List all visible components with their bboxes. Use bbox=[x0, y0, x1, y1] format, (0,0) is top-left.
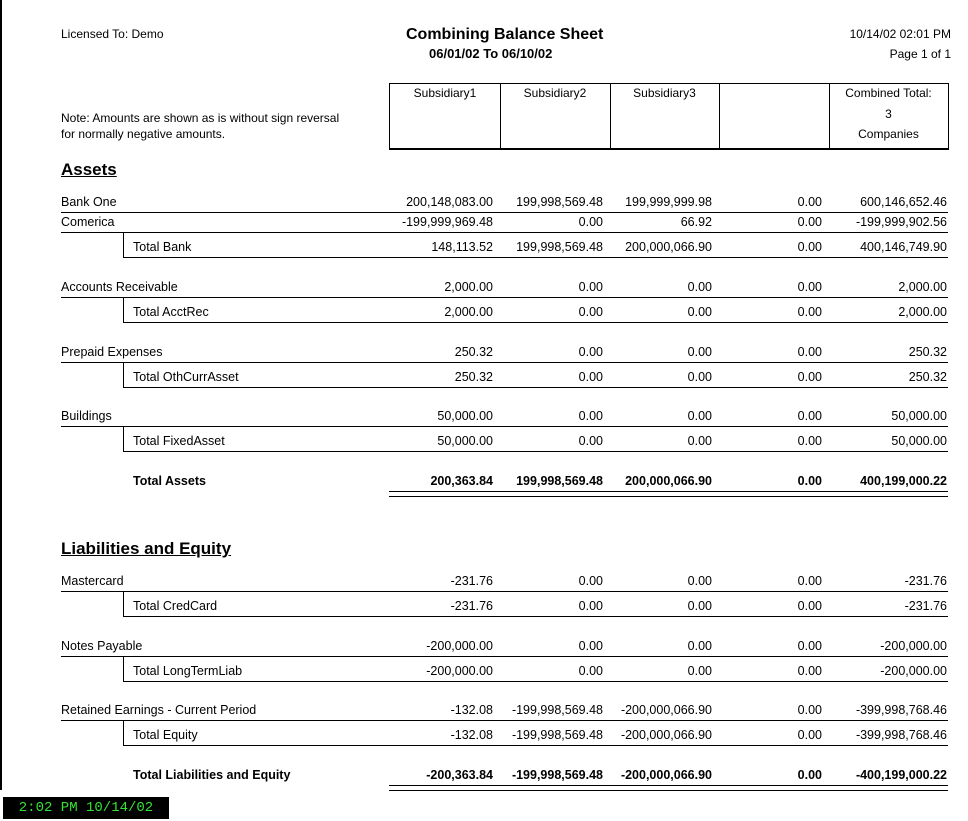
cell-subsidiary3: 66.92 bbox=[680, 215, 712, 229]
cell-subsidiary3: 0.00 bbox=[687, 664, 712, 678]
cell-combined: -231.76 bbox=[904, 599, 947, 613]
cell-combined: -399,998,768.46 bbox=[855, 703, 947, 717]
subtotal-row bbox=[0, 599, 968, 615]
cell-combined: 400,146,749.90 bbox=[860, 240, 947, 254]
cell-subsidiary1: 148,113.52 bbox=[431, 240, 493, 254]
cell-subsidiary2: 0.00 bbox=[578, 345, 603, 359]
cell-subsidiary1: 50,000.00 bbox=[437, 409, 493, 423]
subtotal-row bbox=[0, 728, 968, 744]
row-label: Prepaid Expenses bbox=[61, 345, 163, 359]
date-range: 06/01/02 To 06/10/02 bbox=[429, 46, 553, 61]
cell-subsidiary3: 200,000,066.90 bbox=[625, 240, 712, 254]
cell-subsidiary2: -199,998,569.48 bbox=[511, 703, 603, 717]
cell-blank: 0.00 bbox=[797, 474, 822, 488]
cell-combined: 2,000.00 bbox=[898, 305, 947, 319]
assets-heading: Assets bbox=[61, 160, 117, 179]
cell-subsidiary1: 2,000.00 bbox=[444, 280, 493, 294]
cell-subsidiary2: 0.00 bbox=[578, 370, 603, 384]
row-label: Retained Earnings - Current Period bbox=[61, 703, 257, 717]
cell-subsidiary3: -200,000,066.90 bbox=[620, 728, 712, 742]
column-header-subsidiary2: Subsidiary2 bbox=[500, 84, 611, 148]
cell-subsidiary2: 199,998,569.48 bbox=[516, 240, 603, 254]
cell-subsidiary3: 0.00 bbox=[687, 305, 712, 319]
report-title: Combining Balance Sheet bbox=[406, 26, 604, 43]
cell-blank: 0.00 bbox=[797, 434, 822, 448]
table-row bbox=[0, 409, 968, 425]
cell-subsidiary3: -200,000,066.90 bbox=[620, 703, 712, 717]
cell-subsidiary2: 0.00 bbox=[578, 434, 603, 448]
row-divider bbox=[61, 591, 948, 592]
row-label: Total LongTermLiab bbox=[133, 664, 243, 678]
cell-subsidiary2: 199,998,569.48 bbox=[516, 474, 603, 488]
double-underline bbox=[389, 785, 948, 791]
cell-subsidiary3: 0.00 bbox=[687, 434, 712, 448]
subtotal-row bbox=[0, 370, 968, 386]
cell-blank: 0.00 bbox=[797, 703, 822, 717]
cell-subsidiary3: 0.00 bbox=[687, 639, 712, 653]
cell-subsidiary1: -200,363.84 bbox=[426, 768, 493, 782]
cell-subsidiary2: 0.00 bbox=[578, 215, 603, 229]
row-label: Total Assets bbox=[133, 474, 206, 488]
cell-combined: 50,000.00 bbox=[891, 409, 947, 423]
cell-subsidiary3: 0.00 bbox=[687, 599, 712, 613]
row-divider bbox=[61, 426, 948, 427]
row-label: Total CredCard bbox=[133, 599, 218, 613]
system-clock: 2:02 PM 10/14/02 bbox=[3, 797, 169, 819]
cell-blank: 0.00 bbox=[797, 240, 822, 254]
subtotal-row bbox=[0, 434, 968, 450]
cell-subsidiary2: 0.00 bbox=[578, 599, 603, 613]
cell-blank: 0.00 bbox=[797, 728, 822, 742]
subtotal-row bbox=[0, 664, 968, 680]
row-label: Total AcctRec bbox=[133, 305, 209, 319]
table-row bbox=[0, 215, 968, 231]
row-label: Total Liabilities and Equity bbox=[133, 768, 291, 782]
cell-combined: -200,000.00 bbox=[880, 664, 947, 678]
cell-subsidiary1: -200,000.00 bbox=[426, 639, 493, 653]
cell-subsidiary3: 0.00 bbox=[687, 409, 712, 423]
cell-subsidiary2: 0.00 bbox=[578, 574, 603, 588]
row-divider bbox=[123, 681, 948, 682]
cell-subsidiary3: 0.00 bbox=[687, 370, 712, 384]
subtotal-row bbox=[0, 240, 968, 256]
row-label: Total OthCurrAsset bbox=[133, 370, 239, 384]
cell-subsidiary1: -231.76 bbox=[450, 599, 493, 613]
cell-subsidiary1: 50,000.00 bbox=[437, 434, 493, 448]
row-divider bbox=[61, 656, 948, 657]
printed-at: 10/14/02 02:01 PM bbox=[849, 27, 951, 41]
cell-subsidiary2: -199,998,569.48 bbox=[511, 728, 603, 742]
column-header-combined: Combined Total: 3 Companies bbox=[829, 84, 949, 148]
table-row bbox=[0, 345, 968, 361]
cell-blank: 0.00 bbox=[797, 639, 822, 653]
licensed-to: Licensed To: Demo bbox=[61, 27, 164, 41]
row-divider bbox=[61, 297, 948, 298]
cell-subsidiary1: -132.08 bbox=[450, 728, 493, 742]
table-row bbox=[0, 639, 968, 655]
row-divider bbox=[123, 322, 948, 323]
row-divider bbox=[61, 720, 948, 721]
cell-combined: 400,199,000.22 bbox=[860, 474, 947, 488]
cell-combined: 600,146,652.46 bbox=[860, 195, 947, 209]
row-label: Bank One bbox=[61, 195, 117, 209]
row-label: Total Equity bbox=[133, 728, 198, 742]
cell-subsidiary3: 200,000,066.90 bbox=[625, 474, 712, 488]
column-header-row bbox=[389, 83, 949, 150]
cell-subsidiary3: -200,000,066.90 bbox=[620, 768, 712, 782]
row-label: Mastercard bbox=[61, 574, 124, 588]
column-header-subsidiary3: Subsidiary3 bbox=[610, 84, 720, 148]
cell-subsidiary1: 250.32 bbox=[454, 370, 493, 384]
liabilities-heading: Liabilities and Equity bbox=[61, 539, 232, 558]
cell-blank: 0.00 bbox=[797, 370, 822, 384]
row-label: Buildings bbox=[61, 409, 112, 423]
cell-subsidiary3: 199,999,999.98 bbox=[625, 195, 712, 209]
column-header-subsidiary1: Subsidiary1 bbox=[390, 84, 501, 148]
row-divider bbox=[123, 387, 948, 388]
grand-total-row bbox=[0, 474, 968, 490]
row-divider bbox=[61, 362, 948, 363]
cell-subsidiary2: 0.00 bbox=[578, 409, 603, 423]
row-label: Notes Payable bbox=[61, 639, 143, 653]
table-row bbox=[0, 280, 968, 296]
subtotal-row bbox=[0, 305, 968, 321]
cell-subsidiary1: 200,363.84 bbox=[430, 474, 493, 488]
cell-blank: 0.00 bbox=[797, 305, 822, 319]
cell-blank: 0.00 bbox=[797, 215, 822, 229]
table-row bbox=[0, 574, 968, 590]
row-divider bbox=[123, 616, 948, 617]
cell-blank: 0.00 bbox=[797, 664, 822, 678]
double-underline bbox=[389, 491, 948, 497]
cell-subsidiary2: 0.00 bbox=[578, 639, 603, 653]
cell-blank: 0.00 bbox=[797, 195, 822, 209]
cell-combined: -400,199,000.22 bbox=[855, 768, 947, 782]
cell-subsidiary1: -199,999,969.48 bbox=[401, 215, 493, 229]
page-number: Page 1 of 1 bbox=[889, 47, 951, 61]
column-header-blank bbox=[719, 84, 830, 148]
row-divider bbox=[123, 257, 948, 258]
cell-blank: 0.00 bbox=[797, 768, 822, 782]
note-line-1: Note: Amounts are shown as is without sign reversal bbox=[61, 111, 340, 125]
cell-blank: 0.00 bbox=[797, 280, 822, 294]
cell-subsidiary2: -199,998,569.48 bbox=[511, 768, 603, 782]
cell-combined: -231.76 bbox=[904, 574, 947, 588]
cell-subsidiary3: 0.00 bbox=[687, 345, 712, 359]
cell-blank: 0.00 bbox=[797, 574, 822, 588]
row-label: Total Bank bbox=[133, 240, 192, 254]
row-divider bbox=[123, 451, 948, 452]
cell-subsidiary2: 0.00 bbox=[578, 664, 603, 678]
cell-subsidiary3: 0.00 bbox=[687, 574, 712, 588]
cell-subsidiary1: 200,148,083.00 bbox=[406, 195, 493, 209]
cell-subsidiary2: 199,998,569.48 bbox=[516, 195, 603, 209]
cell-combined: -399,998,768.46 bbox=[855, 728, 947, 742]
table-row bbox=[0, 195, 968, 211]
cell-subsidiary1: -132.08 bbox=[450, 703, 493, 717]
cell-subsidiary1: -200,000.00 bbox=[426, 664, 493, 678]
cell-combined: 2,000.00 bbox=[898, 280, 947, 294]
cell-combined: 250.32 bbox=[908, 370, 947, 384]
cell-subsidiary1: 2,000.00 bbox=[444, 305, 493, 319]
cell-combined: -199,999,902.56 bbox=[855, 215, 947, 229]
cell-subsidiary1: -231.76 bbox=[450, 574, 493, 588]
row-label: Comerica bbox=[61, 215, 115, 229]
cell-combined: -200,000.00 bbox=[880, 639, 947, 653]
cell-subsidiary3: 0.00 bbox=[687, 280, 712, 294]
cell-subsidiary1: 250.32 bbox=[454, 345, 493, 359]
row-label: Accounts Receivable bbox=[61, 280, 178, 294]
row-divider bbox=[61, 212, 948, 213]
table-row bbox=[0, 703, 968, 719]
grand-total-row bbox=[0, 768, 968, 784]
note-line-2: for normally negative amounts. bbox=[61, 127, 226, 141]
cell-blank: 0.00 bbox=[797, 409, 822, 423]
cell-blank: 0.00 bbox=[797, 599, 822, 613]
row-label: Total FixedAsset bbox=[133, 434, 225, 448]
row-divider bbox=[123, 745, 948, 746]
cell-combined: 250.32 bbox=[908, 345, 947, 359]
row-divider bbox=[61, 232, 948, 233]
cell-combined: 50,000.00 bbox=[891, 434, 947, 448]
cell-blank: 0.00 bbox=[797, 345, 822, 359]
cell-subsidiary2: 0.00 bbox=[578, 280, 603, 294]
cell-subsidiary2: 0.00 bbox=[578, 305, 603, 319]
